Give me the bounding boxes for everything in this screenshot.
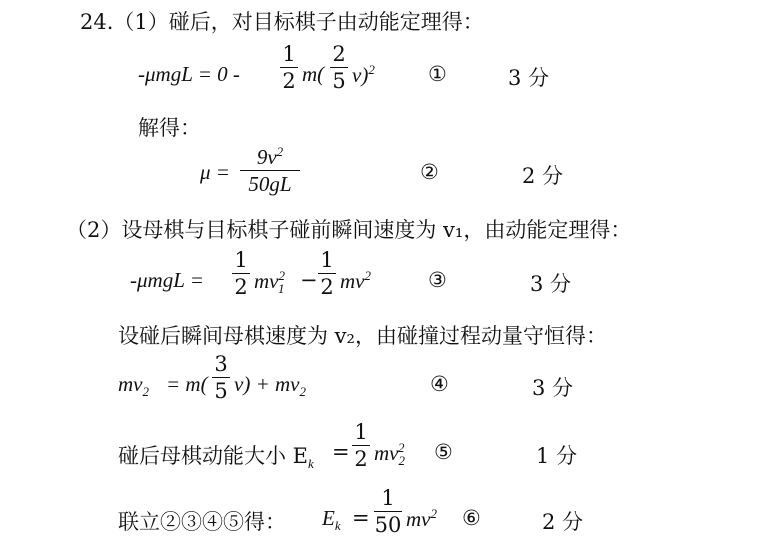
- eq5-rhs: $mv_2^2$: [374, 440, 405, 469]
- eq2-fraction: $9v^2$ 50gL: [240, 140, 300, 196]
- eq4-fraction: 3 5: [212, 352, 230, 403]
- eq5-score: 1 分: [536, 444, 578, 468]
- eq2-score: 2 分: [522, 164, 564, 188]
- line-after-eq3: 设碰后瞬间母棋速度为 v₂，由碰撞过程动量守恒得：: [118, 324, 607, 348]
- eq3-term-1: $mv^2_1$: [254, 268, 285, 297]
- eq2-tag: ②: [420, 160, 439, 184]
- eq6-fraction: 1 50: [374, 486, 402, 537]
- eq6-lhs: $E_k$: [322, 506, 341, 534]
- eq5-eq: =: [332, 440, 350, 464]
- eq1-tag: ①: [428, 62, 447, 86]
- eq5-text: 碰后母棋动能大小 $E_k$: [118, 444, 314, 472]
- eq4-tag: ④: [430, 372, 449, 396]
- eq3-score: 3 分: [530, 272, 572, 296]
- eq3-tag: ③: [428, 268, 447, 292]
- eq4-eq: = m(: [166, 372, 208, 396]
- solve-label: 解得：: [138, 116, 201, 140]
- eq1-lhs: -μmgL = 0 -: [138, 62, 240, 86]
- eq1-v: v)$^2$: [352, 62, 375, 87]
- eq3-fraction-1: 1 2: [232, 248, 250, 299]
- eq1-inner-fraction: 2 5: [330, 42, 348, 93]
- eq1-m: m(: [302, 62, 325, 86]
- eq1-score: 3 分: [508, 66, 550, 90]
- eq4-lhs: $mv_2$: [118, 372, 149, 400]
- eq4-score: 3 分: [532, 376, 574, 400]
- eq3-minus: −: [300, 268, 318, 292]
- eq1-fraction: 1 2: [280, 42, 298, 93]
- eq6-text: 联立②③④⑤得：: [118, 510, 286, 534]
- eq3-fraction-2: 1 2: [318, 248, 336, 299]
- eq3-lhs: -μmgL =: [130, 268, 204, 292]
- eq6-eq: =: [352, 506, 370, 530]
- eq5-tag: ⑤: [434, 440, 453, 464]
- eq6-rhs: $mv^2$: [406, 506, 437, 531]
- question-heading: 24.（1）碰后，对目标棋子由动能定理得：: [80, 10, 484, 34]
- part2-text: （2）设母棋与目标棋子碰前瞬间速度为 v₁，由动能定理得：: [66, 218, 632, 242]
- eq3-term-2: $mv^2$: [340, 268, 371, 293]
- eq6-tag: ⑥: [462, 506, 481, 530]
- eq4-rhs: $v) + mv_2$: [234, 372, 306, 400]
- eq6-score: 2 分: [542, 510, 584, 534]
- eq2-lhs: μ =: [200, 160, 230, 184]
- eq5-fraction: 1 2: [352, 420, 370, 471]
